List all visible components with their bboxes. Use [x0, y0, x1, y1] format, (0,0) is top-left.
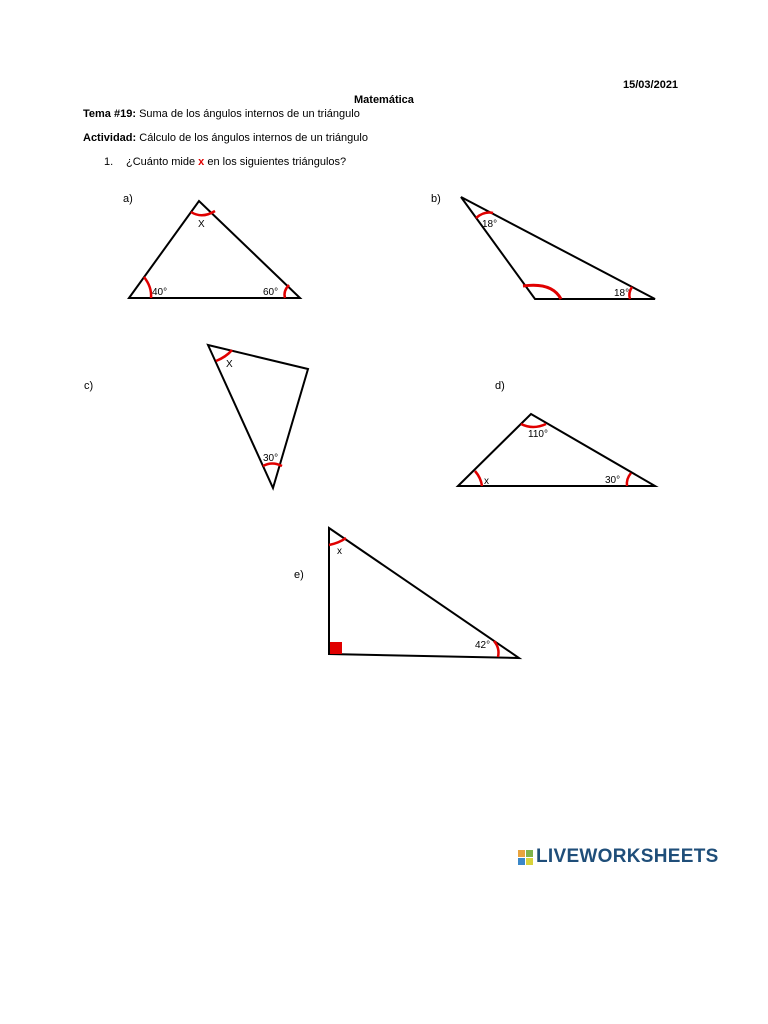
triangle-d-arc-right [627, 473, 631, 486]
triangle-b-angle-right: 18° [614, 288, 630, 299]
triangle-a-angle-x: X [198, 219, 205, 230]
triangle-e-outline [329, 528, 519, 658]
triangle-d-angle-30: 30° [605, 475, 621, 486]
activity-text: Cálculo de los ángulos internos de un triángulo [139, 132, 368, 144]
triangle-e-angle-42: 42° [475, 640, 491, 651]
triangle-b [461, 197, 655, 299]
activity-label: Actividad: [83, 132, 137, 144]
triangle-b-arc-top [476, 213, 493, 218]
triangle-e-arc-top [329, 538, 346, 545]
triangle-a-arc-right [285, 285, 290, 298]
triangle-e-angle-x: x [337, 546, 342, 557]
triangle-b-angle-top: 18° [482, 219, 498, 230]
triangle-a-arc-left [144, 277, 151, 298]
topic-text: Suma de los ángulos internos de un triángulo [139, 108, 360, 120]
triangle-d-arc-top [521, 424, 546, 427]
subject-title: Matemática [354, 94, 414, 106]
question-text-before: ¿Cuánto mide [126, 156, 199, 168]
triangle-e [329, 528, 519, 658]
triangle-c-outline [208, 345, 308, 488]
label-e: e) [294, 569, 304, 581]
triangle-a-angle-60: 60° [263, 287, 279, 298]
liveworksheets-logo [518, 846, 719, 868]
triangle-b-arc-bottom [523, 285, 561, 299]
triangle-a [129, 201, 300, 298]
label-a: a) [123, 193, 133, 205]
logo-mark-icon [518, 850, 533, 865]
label-d: d) [495, 380, 505, 392]
topic-label: Tema #19: [83, 108, 136, 120]
triangle-d-angle-110: 110° [528, 429, 548, 440]
triangle-b-arc-right [629, 287, 632, 299]
triangle-d-angle-x: x [484, 476, 489, 487]
triangle-c [208, 345, 308, 488]
right-angle-marker [330, 642, 342, 654]
triangle-c-angle-30: 30° [263, 453, 279, 464]
logo-text: LIVEWORKSHEETS [536, 846, 719, 867]
triangle-a-outline [129, 201, 300, 298]
triangle-c-angle-x: X [226, 359, 233, 370]
question-number: 1. [104, 156, 114, 168]
triangle-d-arc-left [475, 471, 482, 486]
question-variable: x [198, 156, 205, 168]
question-text-after: en los siguientes triángulos? [204, 156, 347, 168]
label-b: b) [431, 193, 441, 205]
triangle-d [458, 414, 655, 487]
label-c: c) [84, 380, 94, 392]
triangle-a-arc-top [191, 211, 215, 215]
triangle-a-angle-40: 40° [152, 287, 168, 298]
date: 15/03/2021 [623, 79, 679, 91]
